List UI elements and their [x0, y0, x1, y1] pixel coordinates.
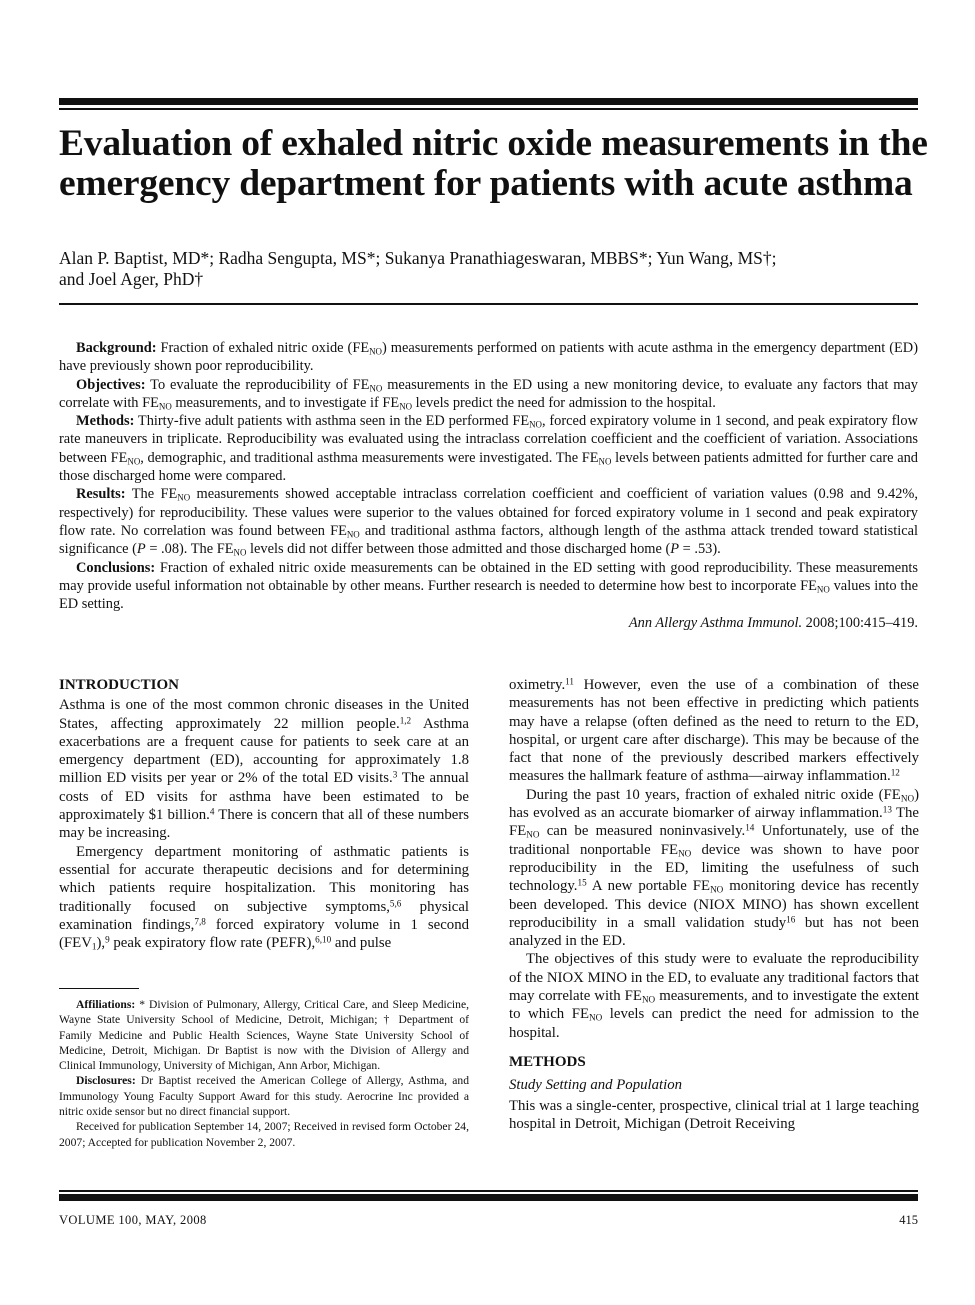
abstract-results: Results: The $FE_{NO}$ measurements showed acceptable intraclass correlation coefficient and coefficient of variation values (0.98 and 9.42%, respectively) for reproducibility. These values were superior to the values obtained for forced expiratory volume in 1 second and peak expiratory flow rate. No correlation was found between $FE_{NO}$ and traditional asthma factors, although length of the asthma attack trended toward statistical significance (P = .08). The $FE_{NO}$ levels did not differ between those admitted and those discharged home (P = .53).	[59, 486, 919, 558]
intro-paragraph-5: The objectives of this study were to evaluate the reproducibility of the NIOX MINO in the ED, to evaluate any traditional factors that may correlate with $FE_{NO}$ measurements, and to investigate the extent to which $FE_{NO}$ levels can predict the need for admission to the hospital.	[509, 951, 919, 1041]
citation-details: 2008;100:415–419.	[802, 615, 918, 632]
footer-volume: VOLUME 100, MAY, 2008	[59, 1213, 207, 1227]
intro-paragraph-4: During the past 10 years, fraction of exhaled nitric oxide $(FE_{NO})$ has evolved as an accurate biomarker of airway inflammation.$^{13}$ The $FE_{NO}$ can be measured noninvasively.$^{14}$ Unfortunately, use of the traditional nonportable $FE_{NO}$ device was shown to have poor reproducibility in the ED, limiting the usefulness of such technology.$^{15}$ A new portable $FE_{NO}$ monitoring device has recently been developed. This device (NIOX MINO) has shown excellent reproducibility in a small validation study$^{16}$ but has not been analyzed in the ED.	[509, 786, 920, 950]
abstract-background-label: Background:	[76, 340, 157, 356]
bottom-rule-thin	[59, 1190, 918, 1192]
abstract	[59, 339, 918, 633]
left-column	[59, 676, 469, 952]
methods-paragraph-1: This was a single-center, prospective, clinical trial at 1 large teaching hospital in Detroit, Michigan (Detroit Receiving	[509, 1097, 919, 1132]
bottom-rule-thick	[59, 1194, 918, 1201]
received-note: Received for publication September 14, 2007; Received in revised form October 24, 2007; Accepted for publication November 2, 2007.	[59, 1120, 469, 1149]
introduction-heading: INTRODUCTION	[59, 677, 180, 693]
header-divider	[59, 303, 918, 305]
top-rule-thick	[59, 98, 918, 105]
author-line-1: Alan P. Baptist, MD*; Radha Sengupta, MS*; Sukanya Pranathiageswaran, MBBS*; Yun Wang, MS†;	[59, 248, 777, 268]
intro-paragraph-2: Emergency department monitoring of asthmatic patients is essential for accurate therapeutic decisions and for determining which patients require hospitalization. This monitoring has traditionally focused on subjective symptoms,$^{5,6}$ physical examination findings,$^{7,8}$ forced expiratory volume in 1 second $(FEV_1),^9$ peak expiratory flow rate (PEFR),$^{6,10}$ and pulse	[59, 843, 469, 952]
affiliations-note: Affiliations: * Division of Pulmonary, Allergy, Critical Care, and Sleep Medicine, Wayne State University School of Medicine, Detroit, Michigan; † Department of Family Medicine and Public Health Sciences, Wayne State University School of Medicine, Detroit, Michigan. Dr Baptist is now with the Division of Allergy and Clinical Immunology, University of Michigan, Ann Arbor, Michigan.	[59, 998, 469, 1073]
citation-journal: Ann Allergy Asthma Immunol.	[628, 615, 803, 632]
author-line-2: and Joel Ager, PhD†	[59, 269, 204, 289]
abstract-results-label: Results:	[76, 486, 126, 503]
citation	[59, 614, 918, 632]
study-setting-subheading: Study Setting and Population	[509, 1077, 683, 1094]
footnote-rule	[59, 988, 139, 989]
page-number: 415	[899, 1213, 918, 1227]
abstract-conclusions-label: Conclusions:	[76, 559, 156, 576]
article-title: Evaluation of exhaled nitric oxide measurements in the emergency department for patients with acute asthma	[59, 123, 928, 204]
disclosures-label: Disclosures:	[76, 1074, 136, 1088]
footnotes	[59, 997, 469, 1150]
disclosures-note: Disclosures: Dr Baptist received the American College of Allergy, Asthma, and Immunology Young Faculty Support Award for this study. Aerocrine Inc provided a nitric oxide sensor but no direct financial support.	[59, 1074, 469, 1119]
methods-heading: METHODS	[509, 1053, 586, 1070]
right-column	[509, 676, 919, 1133]
top-rule-thin	[59, 108, 918, 110]
abstract-conclusions: Conclusions: Fraction of exhaled nitric oxide measurements can be obtained in the ED setting with good reproducibility. These measurements may provide useful information not obtainable by other means. Further research is needed to determine how best to incorporate $FE_{NO}$ values into the ED setting.	[59, 559, 918, 613]
abstract-methods-label: Methods:	[76, 413, 135, 430]
abstract-background: Background: Fraction of exhaled nitric oxide $(FE_{NO})$ measurements performed on patients with acute asthma in the emergency department (ED) have previously shown poor reproducibility.	[59, 340, 918, 375]
intro-paragraph-1: Asthma is one of the most common chronic diseases in the United States, affecting approximately 22 million people.$^{1,2}$ Asthma exacerbations are a frequent cause for patients to seek care at an emergency department (ED), accounting for approximately 1.8 million ED visits per year or 2% of the total ED visits.$^3$ The annual costs of ED visits for asthma have been estimated to be approximately $1 billion.$^4$ There is concern that all of these numbers may be increasing.	[59, 697, 470, 842]
abstract-objectives: Objectives: To evaluate the reproducibility of $FE_{NO}$ measurements in the ED using a new monitoring device, to evaluate any factors that may correlate with $FE_{NO}$ measurements, and to investigate if $FE_{NO}$ levels predict the need for admission to the hospital.	[59, 376, 919, 412]
intro-paragraph-3: oximetry.$^{11}$ However, even the use of a combination of these measurements has not been effective in predicting which patients may have a relapse (often defined as the need to return to the ED, hospital, or urgent care after discharge). This may be because of the fact that none of the previously described markers effectively measures the hallmark feature of asthma—airway inflammation.$^{12}$	[509, 676, 919, 785]
author-list	[59, 248, 919, 290]
abstract-objectives-label: Objectives:	[76, 376, 146, 393]
affiliations-label: Affiliations:	[76, 998, 136, 1011]
abstract-methods: Methods: Thirty-five adult patients with asthma seen in the ED performed $FE_{NO}$, forced expiratory volume in 1 second, and peak expiratory flow rate maneuvers in triplicate. Reproducibility was evaluated using the intraclass correlation coefficient and the coefficient of variation. Associations between $FE_{NO}$, demographic, and traditional asthma measurements were investigated. The $FE_{NO}$ levels between patients admitted for further care and those discharged home were compared.	[59, 413, 919, 485]
